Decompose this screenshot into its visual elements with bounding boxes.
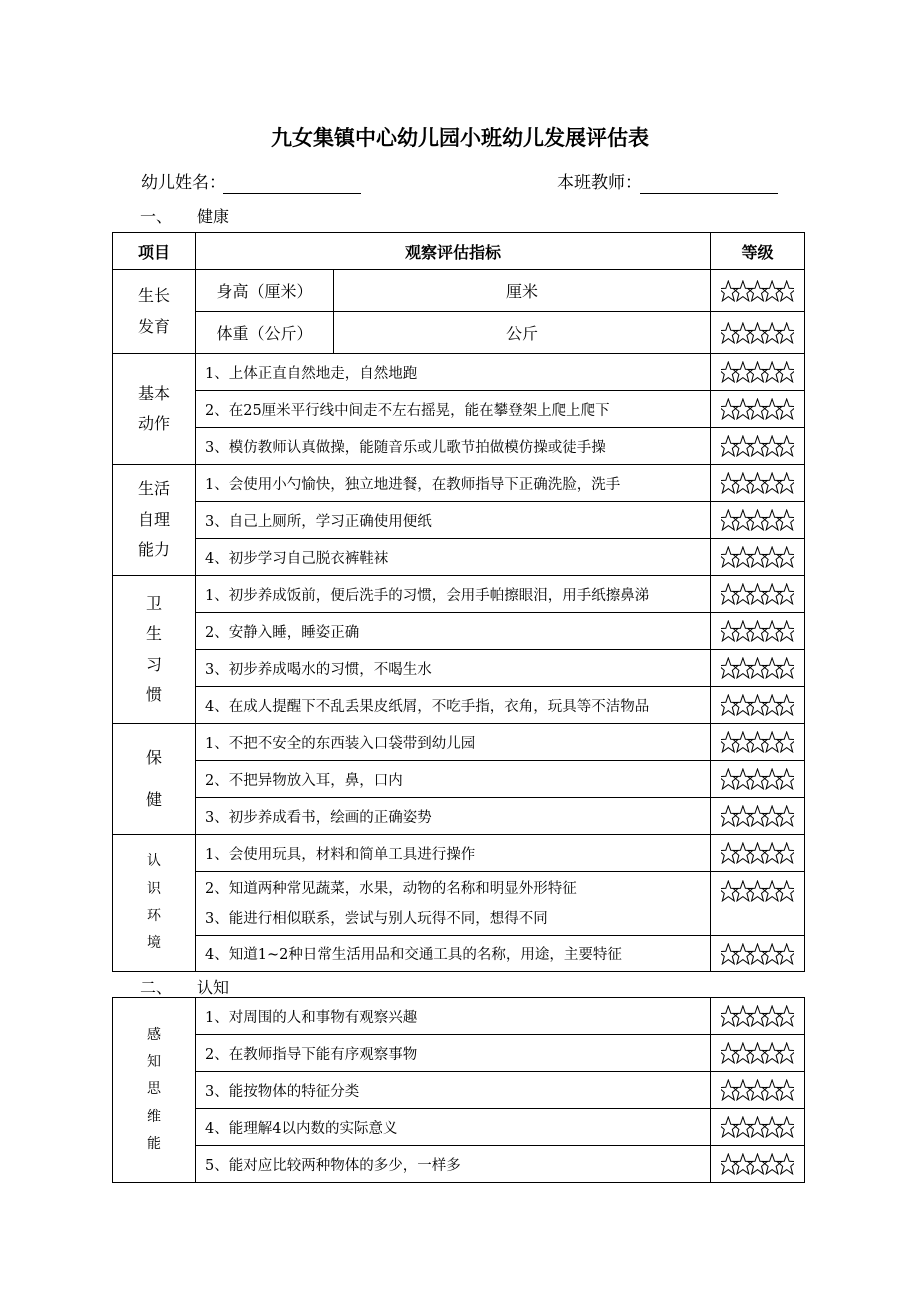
star-icon — [762, 944, 781, 964]
grade-stars[interactable] — [711, 835, 805, 872]
star-icon — [733, 881, 752, 901]
star-rating-icon — [721, 361, 794, 383]
category-text: 生长 — [137, 286, 170, 306]
star-icon — [748, 944, 767, 964]
star-rating-icon — [721, 731, 794, 753]
category-text: 基本 — [137, 383, 170, 403]
grade-stars[interactable] — [711, 761, 805, 798]
star-rating-icon — [721, 1005, 794, 1027]
star-icon — [748, 281, 767, 301]
category-text: 感 — [147, 1026, 161, 1043]
star-icon — [748, 436, 767, 456]
indicator-item: 1、上体正直自然地走，自然地跑 — [196, 354, 711, 391]
indicator-item: 1、初步养成饭前，便后洗手的习惯，会用手帕擦眼泪，用手纸擦鼻涕 — [196, 576, 711, 613]
star-icon — [777, 695, 794, 715]
star-icon — [777, 658, 794, 678]
star-icon — [733, 362, 752, 382]
star-icon — [762, 843, 781, 863]
star-rating-icon — [721, 657, 794, 679]
grade-stars[interactable] — [711, 270, 805, 312]
star-icon — [777, 1117, 794, 1137]
star-icon — [762, 1006, 781, 1026]
star-icon — [762, 695, 781, 715]
star-icon — [733, 1043, 752, 1063]
star-icon — [733, 1117, 752, 1137]
star-icon — [777, 473, 794, 493]
star-rating-icon — [721, 546, 794, 568]
category-growth — [113, 270, 196, 354]
category-perception — [113, 998, 196, 1183]
star-icon — [762, 732, 781, 752]
category-basic-motion — [113, 354, 196, 465]
star-icon — [748, 769, 767, 789]
star-icon — [748, 1154, 767, 1174]
star-icon — [733, 1006, 752, 1026]
star-icon — [777, 732, 794, 752]
star-icon — [733, 621, 752, 641]
star-icon — [748, 1043, 767, 1063]
star-icon — [777, 621, 794, 641]
star-icon — [777, 584, 794, 604]
child-name-label: 幼儿姓名： — [141, 173, 226, 193]
star-icon — [777, 362, 794, 382]
page-title: 九女集镇中心幼儿园小班幼儿发展评估表 — [271, 126, 649, 150]
star-rating-icon — [721, 583, 794, 605]
star-rating-icon — [721, 435, 794, 457]
star-rating-icon — [721, 509, 794, 531]
teacher-label: 本班教师： — [557, 173, 642, 193]
star-icon — [762, 399, 781, 419]
star-icon — [748, 1006, 767, 1026]
star-icon — [733, 769, 752, 789]
category-text: 习 — [145, 654, 162, 674]
indicator-item: 1、会使用小勺愉快，独立地进餐，在教师指导下正确洗脸，洗手 — [196, 465, 711, 502]
star-icon — [762, 1154, 781, 1174]
grade-stars[interactable] — [711, 312, 805, 354]
star-icon — [748, 362, 767, 382]
star-icon — [762, 806, 781, 826]
indicator-item: 1、会使用玩具，材料和简单工具进行操作 — [196, 835, 711, 872]
star-rating-icon — [721, 1042, 794, 1064]
category-text: 自理 — [137, 509, 170, 529]
star-rating-icon — [721, 943, 794, 965]
star-icon — [733, 473, 752, 493]
star-icon — [733, 584, 752, 604]
star-icon — [762, 881, 781, 901]
star-icon — [762, 510, 781, 530]
star-rating-icon — [721, 842, 794, 864]
grade-stars[interactable] — [711, 687, 805, 724]
grade-stars[interactable] — [711, 576, 805, 613]
star-icon — [733, 944, 752, 964]
star-icon — [777, 399, 794, 419]
star-icon — [733, 436, 752, 456]
star-icon — [748, 473, 767, 493]
grade-stars[interactable] — [711, 998, 805, 1035]
grade-stars[interactable] — [711, 936, 805, 972]
header-grade: 等级 — [711, 233, 805, 270]
grade-stars[interactable] — [711, 613, 805, 650]
star-icon — [777, 1006, 794, 1026]
star-icon — [748, 399, 767, 419]
category-text: 动作 — [137, 414, 170, 433]
health-table — [112, 232, 805, 972]
star-icon — [748, 621, 767, 641]
indicator-item: 3、模仿教师认真做操，能随音乐或儿歌节拍做模仿操或徒手操 — [196, 428, 711, 465]
star-icon — [762, 584, 781, 604]
grade-stars[interactable] — [711, 539, 805, 576]
category-text: 认 — [147, 853, 161, 870]
indicator-item: 4、知道1~2种日常生活用品和交通工具的名称，用途，主要特征 — [196, 936, 711, 972]
category-environment — [113, 835, 196, 972]
star-rating-icon — [721, 694, 794, 716]
category-text: 维 — [147, 1108, 161, 1125]
star-icon — [733, 510, 752, 530]
star-icon — [733, 1080, 752, 1100]
star-icon — [733, 695, 752, 715]
indicator-item: 5、能对应比较两种物体的多少，一样多 — [196, 1146, 711, 1183]
star-icon — [777, 281, 794, 301]
section-cognition-heading — [140, 975, 229, 998]
star-icon — [762, 362, 781, 382]
indicator-item: 4、在成人提醒下不乱丢果皮纸屑，不吃手指，衣角，玩具等不洁物品 — [196, 687, 711, 724]
category-text: 环 — [147, 908, 161, 924]
grade-stars[interactable] — [711, 465, 805, 502]
height-label: 身高（厘米） — [196, 270, 334, 312]
indicator-item: 2、安静入睡，睡姿正确 — [196, 613, 711, 650]
star-rating-icon — [721, 620, 794, 642]
category-health-care — [113, 724, 196, 835]
indicator-item: 3、自己上厕所，学习正确使用便纸 — [196, 502, 711, 539]
star-icon — [777, 806, 794, 826]
star-icon — [777, 944, 794, 964]
grade-stars[interactable] — [711, 354, 805, 391]
star-rating-icon — [721, 472, 794, 494]
star-rating-icon — [721, 805, 794, 827]
star-icon — [762, 769, 781, 789]
category-text: 健 — [145, 790, 162, 809]
category-text: 惯 — [145, 684, 162, 704]
star-rating-icon — [721, 768, 794, 790]
weight-label: 体重（公斤） — [196, 312, 334, 354]
grade-stars[interactable] — [711, 428, 805, 465]
category-text: 识 — [147, 880, 161, 897]
section-title: 健康 — [197, 207, 230, 226]
grade-stars[interactable] — [711, 1035, 805, 1072]
category-text: 能 — [147, 1135, 161, 1152]
star-rating-icon — [721, 880, 794, 902]
indicator-item: 4、能理解4以内数的实际意义 — [196, 1109, 711, 1146]
star-icon — [762, 281, 781, 301]
category-text: 思 — [147, 1081, 161, 1098]
star-rating-icon — [721, 398, 794, 420]
star-icon — [733, 843, 752, 863]
star-icon — [748, 806, 767, 826]
star-icon — [777, 547, 794, 567]
star-icon — [748, 323, 767, 343]
star-icon — [733, 547, 752, 567]
grade-stars[interactable] — [711, 502, 805, 539]
star-rating-icon — [721, 322, 794, 344]
star-icon — [762, 1117, 781, 1137]
star-icon — [733, 1154, 752, 1174]
star-icon — [762, 1080, 781, 1100]
star-icon — [762, 547, 781, 567]
category-text: 能力 — [137, 540, 170, 560]
category-text: 境 — [147, 935, 161, 952]
indicator-line: 2、知道两种常见蔬菜，水果，动物的名称和明显外形特征 — [205, 880, 577, 897]
category-text: 生活 — [137, 479, 170, 499]
star-icon — [777, 881, 794, 901]
star-rating-icon — [721, 1079, 794, 1101]
star-icon — [777, 510, 794, 530]
star-icon — [748, 658, 767, 678]
star-icon — [733, 732, 752, 752]
indicator-item: 3、初步养成看书，绘画的正确姿势 — [196, 798, 711, 835]
category-text: 知 — [147, 1054, 161, 1071]
star-rating-icon — [721, 1153, 794, 1175]
teacher-field[interactable] — [640, 193, 778, 194]
star-icon — [733, 399, 752, 419]
category-self-care — [113, 465, 196, 576]
star-icon — [777, 843, 794, 863]
weight-value[interactable]: 公斤 — [334, 312, 711, 354]
section-number: 一、 — [140, 207, 173, 226]
indicator-line: 3、能进行相似联系，尝试与别人玩得不同，想得不同 — [205, 910, 548, 927]
star-icon — [748, 510, 767, 530]
star-icon — [748, 695, 767, 715]
star-icon — [777, 436, 794, 456]
indicator-item: 2、不把异物放入耳，鼻，口内 — [196, 761, 711, 798]
indicator-item — [196, 872, 711, 936]
grade-stars[interactable] — [711, 1146, 805, 1183]
star-icon — [762, 658, 781, 678]
star-icon — [733, 281, 752, 301]
star-icon — [733, 806, 752, 826]
star-icon — [748, 1117, 767, 1137]
category-text: 发育 — [137, 316, 170, 336]
indicator-item: 3、初步养成喝水的习惯，不喝生水 — [196, 650, 711, 687]
star-icon — [777, 323, 794, 343]
cognition-table — [112, 997, 805, 1183]
category-hygiene — [113, 576, 196, 724]
star-icon — [762, 473, 781, 493]
star-icon — [762, 323, 781, 343]
grade-stars[interactable] — [711, 391, 805, 428]
star-icon — [748, 732, 767, 752]
star-icon — [733, 658, 752, 678]
star-icon — [762, 1043, 781, 1063]
grade-stars[interactable] — [711, 798, 805, 835]
star-icon — [777, 1043, 794, 1063]
grade-stars[interactable] — [711, 1072, 805, 1109]
category-text: 卫 — [145, 593, 162, 613]
star-icon — [733, 323, 752, 343]
star-icon — [748, 1080, 767, 1100]
star-icon — [748, 547, 767, 567]
height-value[interactable]: 厘米 — [334, 270, 711, 312]
star-icon — [777, 769, 794, 789]
section-title: 认知 — [197, 978, 230, 997]
grade-stars[interactable] — [711, 724, 805, 761]
indicator-item: 1、对周围的人和事物有观察兴趣 — [196, 998, 711, 1035]
star-icon — [762, 436, 781, 456]
star-icon — [762, 621, 781, 641]
header-indicator: 观察评估指标 — [196, 233, 711, 270]
section-health-heading — [140, 204, 229, 227]
grade-stars[interactable] — [711, 872, 805, 936]
star-rating-icon — [721, 1116, 794, 1138]
category-text: 生 — [145, 624, 162, 644]
star-icon — [748, 843, 767, 863]
indicator-item: 2、在25厘米平行线中间走不左右摇晃，能在攀登架上爬上爬下 — [196, 391, 711, 428]
star-icon — [748, 584, 767, 604]
indicator-item: 3、能按物体的特征分类 — [196, 1072, 711, 1109]
star-icon — [748, 881, 767, 901]
header-item: 项目 — [113, 233, 196, 270]
child-name-field[interactable] — [223, 193, 361, 194]
section-number: 二、 — [140, 978, 173, 997]
star-icon — [777, 1080, 794, 1100]
star-rating-icon — [721, 280, 794, 302]
indicator-item: 4、初步学习自己脱衣裤鞋袜 — [196, 539, 711, 576]
grade-stars[interactable] — [711, 1109, 805, 1146]
indicator-item: 1、不把不安全的东西装入口袋带到幼儿园 — [196, 724, 711, 761]
indicator-item: 2、在教师指导下能有序观察事物 — [196, 1035, 711, 1072]
grade-stars[interactable] — [711, 650, 805, 687]
star-icon — [777, 1154, 794, 1174]
category-text: 保 — [145, 748, 162, 768]
